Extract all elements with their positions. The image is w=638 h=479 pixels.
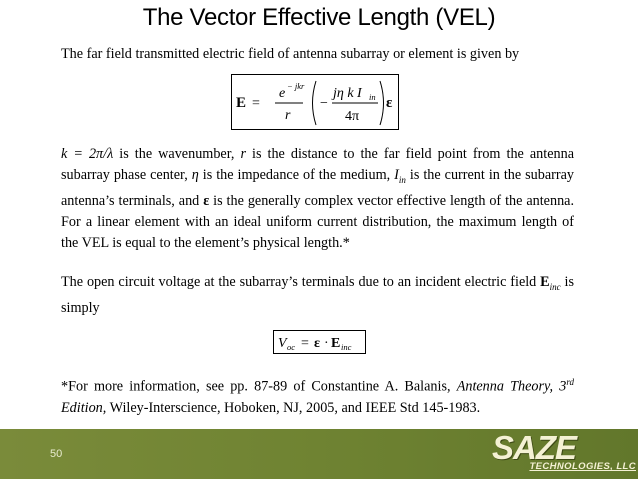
voltage-paragraph — [61, 272, 574, 319]
eq1-epsilon: ε — [386, 95, 393, 111]
text-span: is the distance to the far field point from the antenna subarray phase center, — [61, 146, 574, 183]
eq1-right-paren — [380, 81, 384, 125]
symbol-I-sub: in — [398, 174, 406, 185]
text-span: is the current in the subarray antenna’s terminals, and — [61, 167, 575, 209]
reference-paragraph — [61, 372, 574, 419]
far-field-equation — [231, 74, 399, 130]
symbol-E: E — [540, 274, 550, 290]
definitions-paragraph — [61, 144, 574, 254]
eq1-numerator-sub: in — [369, 92, 376, 102]
symbol-epsilon: ε — [203, 192, 210, 209]
text-span: The open circuit voltage at the subarray’s terminals due to an incident electric field — [61, 274, 541, 290]
eq2-V: V — [278, 336, 287, 351]
intro-paragraph: The far field transmitted electric field of antenna subarray or element is given by — [61, 46, 520, 62]
voltage-equation — [273, 330, 366, 354]
eq2-E-sub: inc — [341, 342, 352, 352]
symbol-eta: η — [191, 167, 199, 183]
text-span: Wiley-Interscience, Hoboken, NJ, 2005, and IEEE Std 145-1983. — [106, 399, 481, 416]
k-definition: k = 2π/λ — [61, 146, 114, 162]
eq2-V-sub: oc — [287, 342, 296, 352]
book-edition: Edition, — [61, 399, 107, 416]
text-span: is the wavenumber, — [113, 146, 241, 162]
page-number: 50 — [50, 448, 63, 460]
company-logo — [492, 429, 638, 479]
eq1-den-r: r — [285, 108, 291, 123]
text-span: is the impedance of the medium, — [198, 167, 395, 183]
logo-sub-text: TECHNOLOGIES, LLC — [529, 461, 636, 472]
book-title-sup: rd — [566, 377, 574, 387]
eq1-left-paren — [313, 81, 317, 125]
text-span: *For more information, see pp. 87-89 of Constantine A. Balanis, — [61, 378, 457, 395]
eq1-exp-sup: − jkr — [287, 81, 305, 91]
slide-title: The Vector Effective Length (VEL) — [142, 4, 496, 31]
eq1-lhs: E — [236, 95, 247, 111]
far-field-equation-graphic — [232, 75, 398, 129]
symbol-I: I — [394, 167, 399, 183]
text-span: is the generally complex vector effective length of the antenna. For a linear element with an ideal uniform current distribution, the maximum length of the VEL is equal to the element’s physical length.* — [61, 192, 575, 251]
eq2-dot: · — [324, 336, 329, 351]
voltage-equation-graphic — [274, 331, 365, 353]
symbol-E-sub: inc — [549, 281, 561, 292]
footer-bar — [0, 429, 638, 479]
eq2-equals: = — [301, 336, 309, 351]
logo-main-text: SAZE — [492, 429, 577, 466]
eq1-exp-base: e — [279, 86, 286, 101]
eq1-den-4pi: 4π — [345, 109, 360, 124]
eq1-minus: − — [320, 96, 328, 111]
eq2-epsilon: ε — [314, 336, 320, 351]
eq1-equals: = — [252, 96, 260, 111]
text-span: is simply — [61, 274, 574, 316]
symbol-r: r — [240, 146, 246, 162]
eq1-numerator: jη k I — [333, 86, 362, 101]
eq2-E: E — [331, 336, 341, 351]
book-title: Antenna Theory, 3 — [456, 378, 567, 395]
